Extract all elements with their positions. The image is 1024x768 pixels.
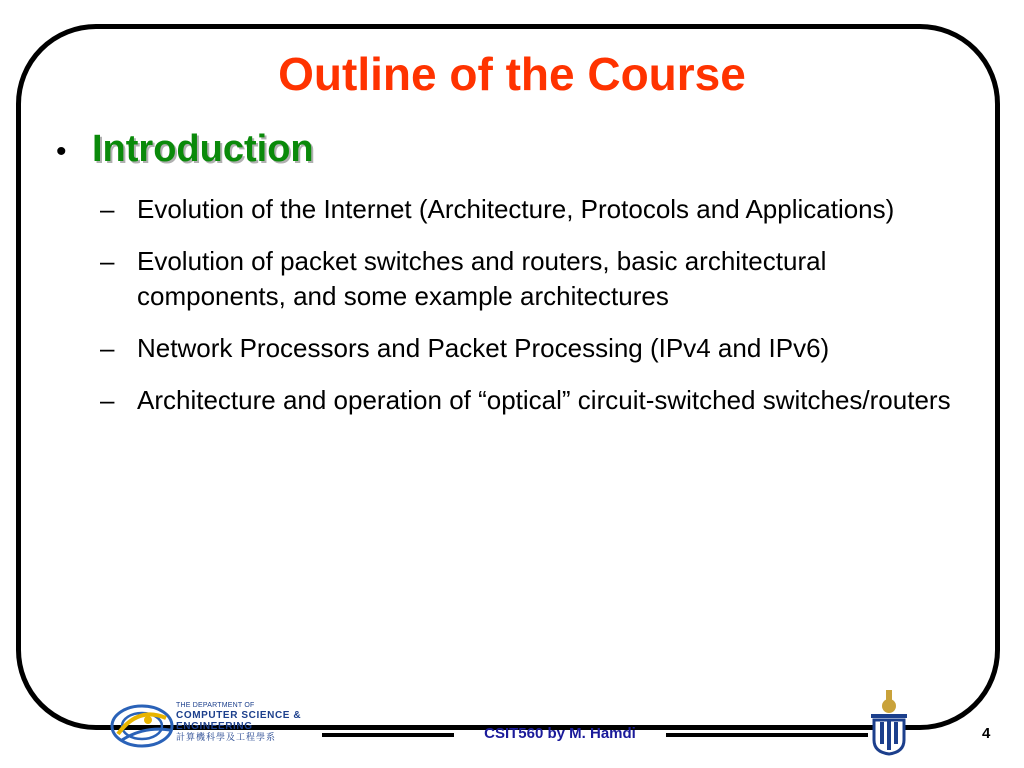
- subitem-dash: –: [100, 246, 115, 276]
- page-number: 4: [982, 725, 991, 742]
- subitem-dash: –: [100, 385, 115, 415]
- subitem: [100, 192, 980, 227]
- footer-text: CSIT560 by M. Hamdi: [484, 725, 636, 742]
- subitem-list: [100, 192, 980, 435]
- bullet-marker: •: [56, 135, 67, 168]
- footer-rule-left: [322, 733, 454, 737]
- slide-title: Outline of the Course: [278, 48, 746, 100]
- bullet-heading: Introduction: [92, 128, 314, 170]
- subitem-text: Architecture and operation of “optical” circuit-switched switches/routers: [137, 385, 951, 415]
- subitem: [100, 331, 980, 366]
- dept-line1: THE DEPARTMENT OF: [176, 702, 255, 709]
- dept-line4: 計算機科學及工程學系: [176, 732, 277, 742]
- subitem-text: Evolution of packet switches and routers, basic architectural components, and some example architectures: [137, 246, 827, 311]
- footer-rule-right: [666, 733, 868, 737]
- dept-name: [176, 702, 301, 743]
- hkust-logo-icon: [868, 690, 910, 756]
- dept-line3: ENGINEERING: [176, 721, 253, 732]
- subitem-dash: –: [100, 333, 115, 363]
- subitem: [100, 244, 980, 314]
- subitem-text: Evolution of the Internet (Architecture, Protocols and Applications): [137, 194, 895, 224]
- dept-line2: COMPUTER SCIENCE &: [176, 710, 302, 721]
- subitem-dash: –: [100, 194, 115, 224]
- subitem-text: Network Processors and Packet Processing (IPv4 and IPv6): [137, 333, 830, 363]
- bullet-introduction: [56, 128, 314, 171]
- subitem: [100, 383, 980, 418]
